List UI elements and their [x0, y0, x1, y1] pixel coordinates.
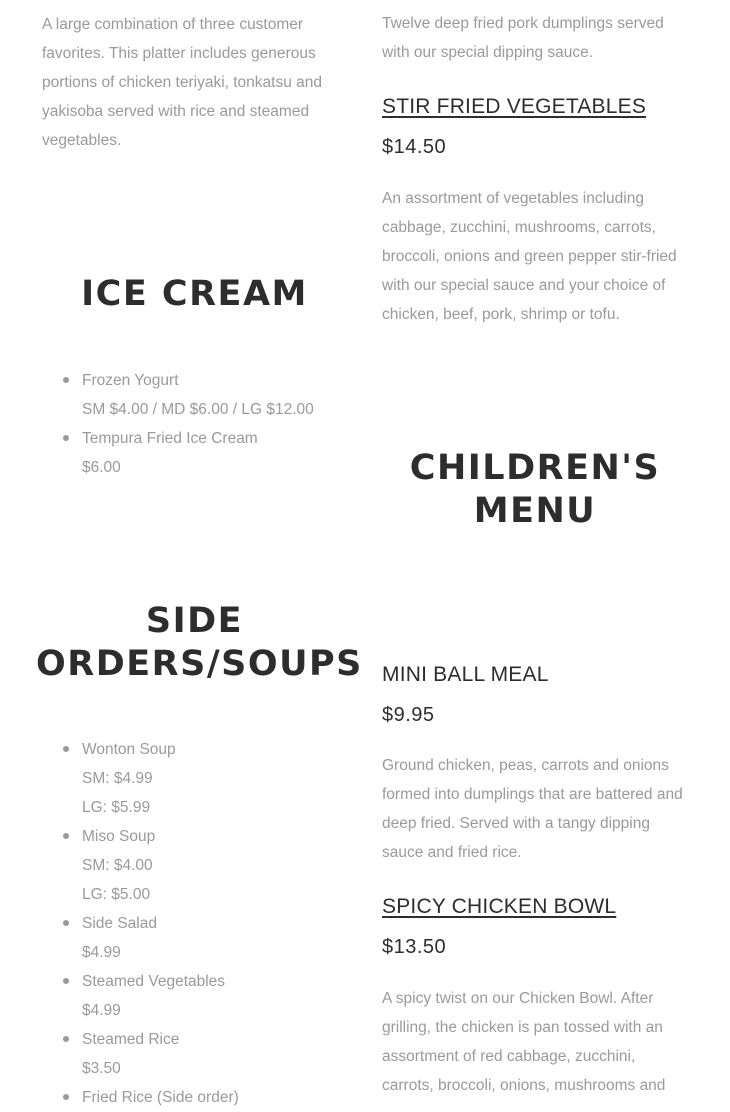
bullet-icon — [63, 920, 69, 926]
item-name: Steamed Vegetables — [82, 973, 226, 990]
item-price: SM: $4.00 — [82, 857, 153, 874]
bullet-icon — [63, 978, 69, 984]
list-item — [42, 424, 347, 482]
item-price: LG: $5.00 — [82, 886, 151, 903]
list-item — [42, 1025, 347, 1083]
ice-cream-list — [42, 366, 347, 482]
mini-ball-meal-description: Ground chicken, peas, carrots and onions formed into dumplings that are battered and deep fried. Served with a tangy dipping sauce and fried rice. — [382, 757, 683, 861]
item-name: Miso Soup — [82, 828, 156, 845]
item-price: $4.99 — [82, 1002, 121, 1019]
side-orders-heading-line1: SIDE — [145, 601, 244, 641]
list-item — [42, 822, 347, 909]
bullet-icon — [63, 1094, 69, 1100]
item-price: $4.99 — [82, 944, 121, 961]
item-price: LG: $5.99 — [82, 799, 151, 816]
item-price: SM: $4.99 — [82, 770, 153, 787]
side-orders-heading-line2: ORDERS/SOUPS — [36, 644, 363, 684]
item-name: Fried Rice (Side order) — [82, 1089, 239, 1106]
pork-dumplings-description: Twelve deep fried pork dumplings served with our special dipping sauce. — [382, 15, 664, 61]
bullet-icon — [63, 833, 69, 839]
item-name: Side Salad — [82, 915, 157, 932]
bullet-icon — [63, 377, 69, 383]
ice-cream-heading: ICE CREAM — [81, 274, 308, 314]
item-price: $6.00 — [82, 459, 121, 476]
stir-fried-vegetables-title[interactable]: STIR FRIED VEGETABLES — [382, 95, 647, 118]
list-item — [42, 735, 347, 822]
item-price: $3.50 — [82, 1060, 121, 1077]
childrens-menu-heading-line1: CHILDREN'S — [409, 448, 661, 488]
item-price: SM $4.00 / MD $6.00 / LG $12.00 — [82, 401, 314, 418]
item-name: Wonton Soup — [82, 741, 176, 758]
side-orders-list — [42, 735, 347, 1112]
list-item — [42, 909, 347, 967]
bullet-icon — [63, 1036, 69, 1042]
list-item — [42, 967, 347, 1025]
childrens-menu-heading — [382, 447, 688, 533]
list-item — [42, 366, 347, 424]
combo-platter-description: A large combination of three customer favorites. This platter includes generous portions of chicken teriyaki, tonkatsu and yakisoba served with rice and steamed vegetables. — [42, 16, 323, 149]
mini-ball-meal-price: $9.95 — [382, 704, 435, 726]
spicy-chicken-bowl-price: $13.50 — [382, 936, 447, 958]
side-orders-heading — [36, 600, 363, 686]
bullet-icon — [63, 746, 69, 752]
item-name: Steamed Rice — [82, 1031, 180, 1048]
mini-ball-meal-title: MINI BALL MEAL — [382, 663, 549, 686]
spicy-chicken-bowl-title[interactable]: SPICY CHICKEN BOWL — [382, 895, 617, 918]
item-name: Frozen Yogurt — [82, 372, 179, 389]
list-item — [42, 1083, 347, 1112]
stir-fried-vegetables-description: An assortment of vegetables including cabbage, zucchini, mushrooms, carrots, broccoli, onions and green pepper stir-fried with our special sauce and your choice of chicken, beef, pork, shrimp or tofu. — [382, 190, 677, 323]
bullet-icon — [63, 435, 69, 441]
spicy-chicken-bowl-description: A spicy twist on our Chicken Bowl. After grilling, the chicken is pan tossed with an assortment of red cabbage, zucchini, carrots, broccoli, onions, mushrooms and — [382, 990, 666, 1094]
stir-fried-vegetables-price: $14.50 — [382, 136, 447, 158]
item-name: Tempura Fried Ice Cream — [82, 430, 258, 447]
childrens-menu-heading-line2: MENU — [473, 491, 597, 531]
